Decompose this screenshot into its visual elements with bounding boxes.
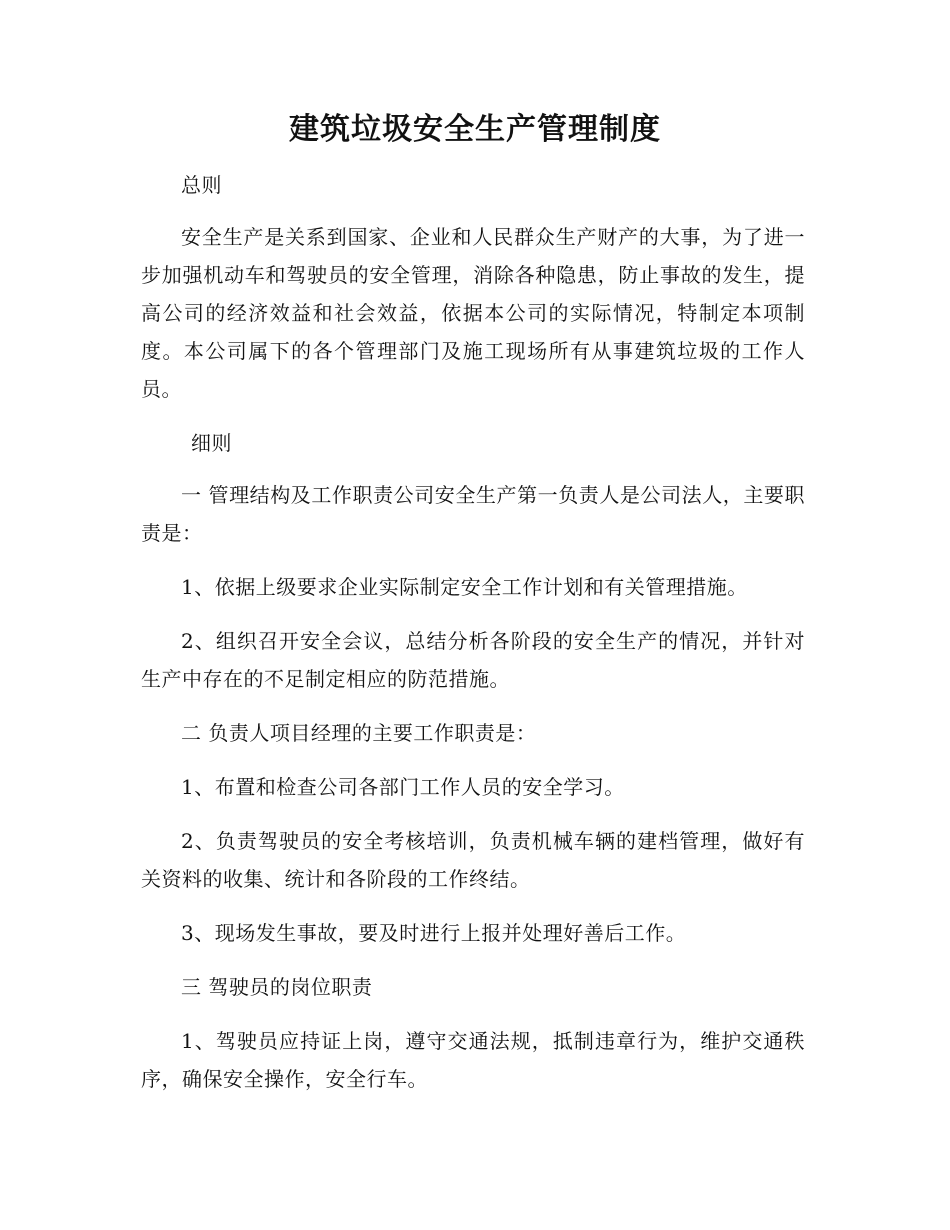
paragraph: 3、现场发生事故，要及时进行上报并处理好善后工作。 — [181, 921, 687, 945]
paragraph: 一 管理结构及工作职责公司安全生产第一负责人是公司法人，主要职责是： — [141, 483, 805, 545]
document-body — [141, 166, 805, 1114]
paragraph: 1、布置和检查公司各部门工作人员的安全学习。 — [181, 775, 625, 799]
paragraph: 1、依据上级要求企业实际制定安全工作计划和有关管理措施。 — [181, 575, 748, 599]
paragraph: 三 驾驶员的岗位职责 — [181, 975, 373, 999]
paragraph: 2、组织召开安全会议，总结分析各阶段的安全生产的情况，并针对生产中存在的不足制定相应的防范措施。 — [141, 629, 805, 691]
paragraph: 安全生产是关系到国家、企业和人民群众生产财产的大事，为了进一步加强机动车和驾驶员的安全管理，消除各种隐患，防止事故的发生，提高公司的经济效益和社会效益，依据本公司的实际情况，特制定本项制度。本公司属下的各个管理部门及施工现场所有从事建筑垃圾的工作人员。 — [141, 225, 805, 401]
document-title: 建筑垃圾安全生产管理制度 — [289, 112, 661, 147]
section-heading-details: 细则 — [191, 431, 232, 455]
paragraph: 1、驾驶员应持证上岗，遵守交通法规，抵制违章行为，维护交通秩序，确保安全操作，安全行车。 — [141, 1029, 805, 1091]
paragraph: 2、负责驾驶员的安全考核培训，负责机械车辆的建档管理，做好有关资料的收集、统计和各阶段的工作终结。 — [141, 829, 805, 891]
paragraph: 二 负责人项目经理的主要工作职责是： — [181, 721, 537, 745]
section-heading-general: 总则 — [181, 173, 222, 197]
